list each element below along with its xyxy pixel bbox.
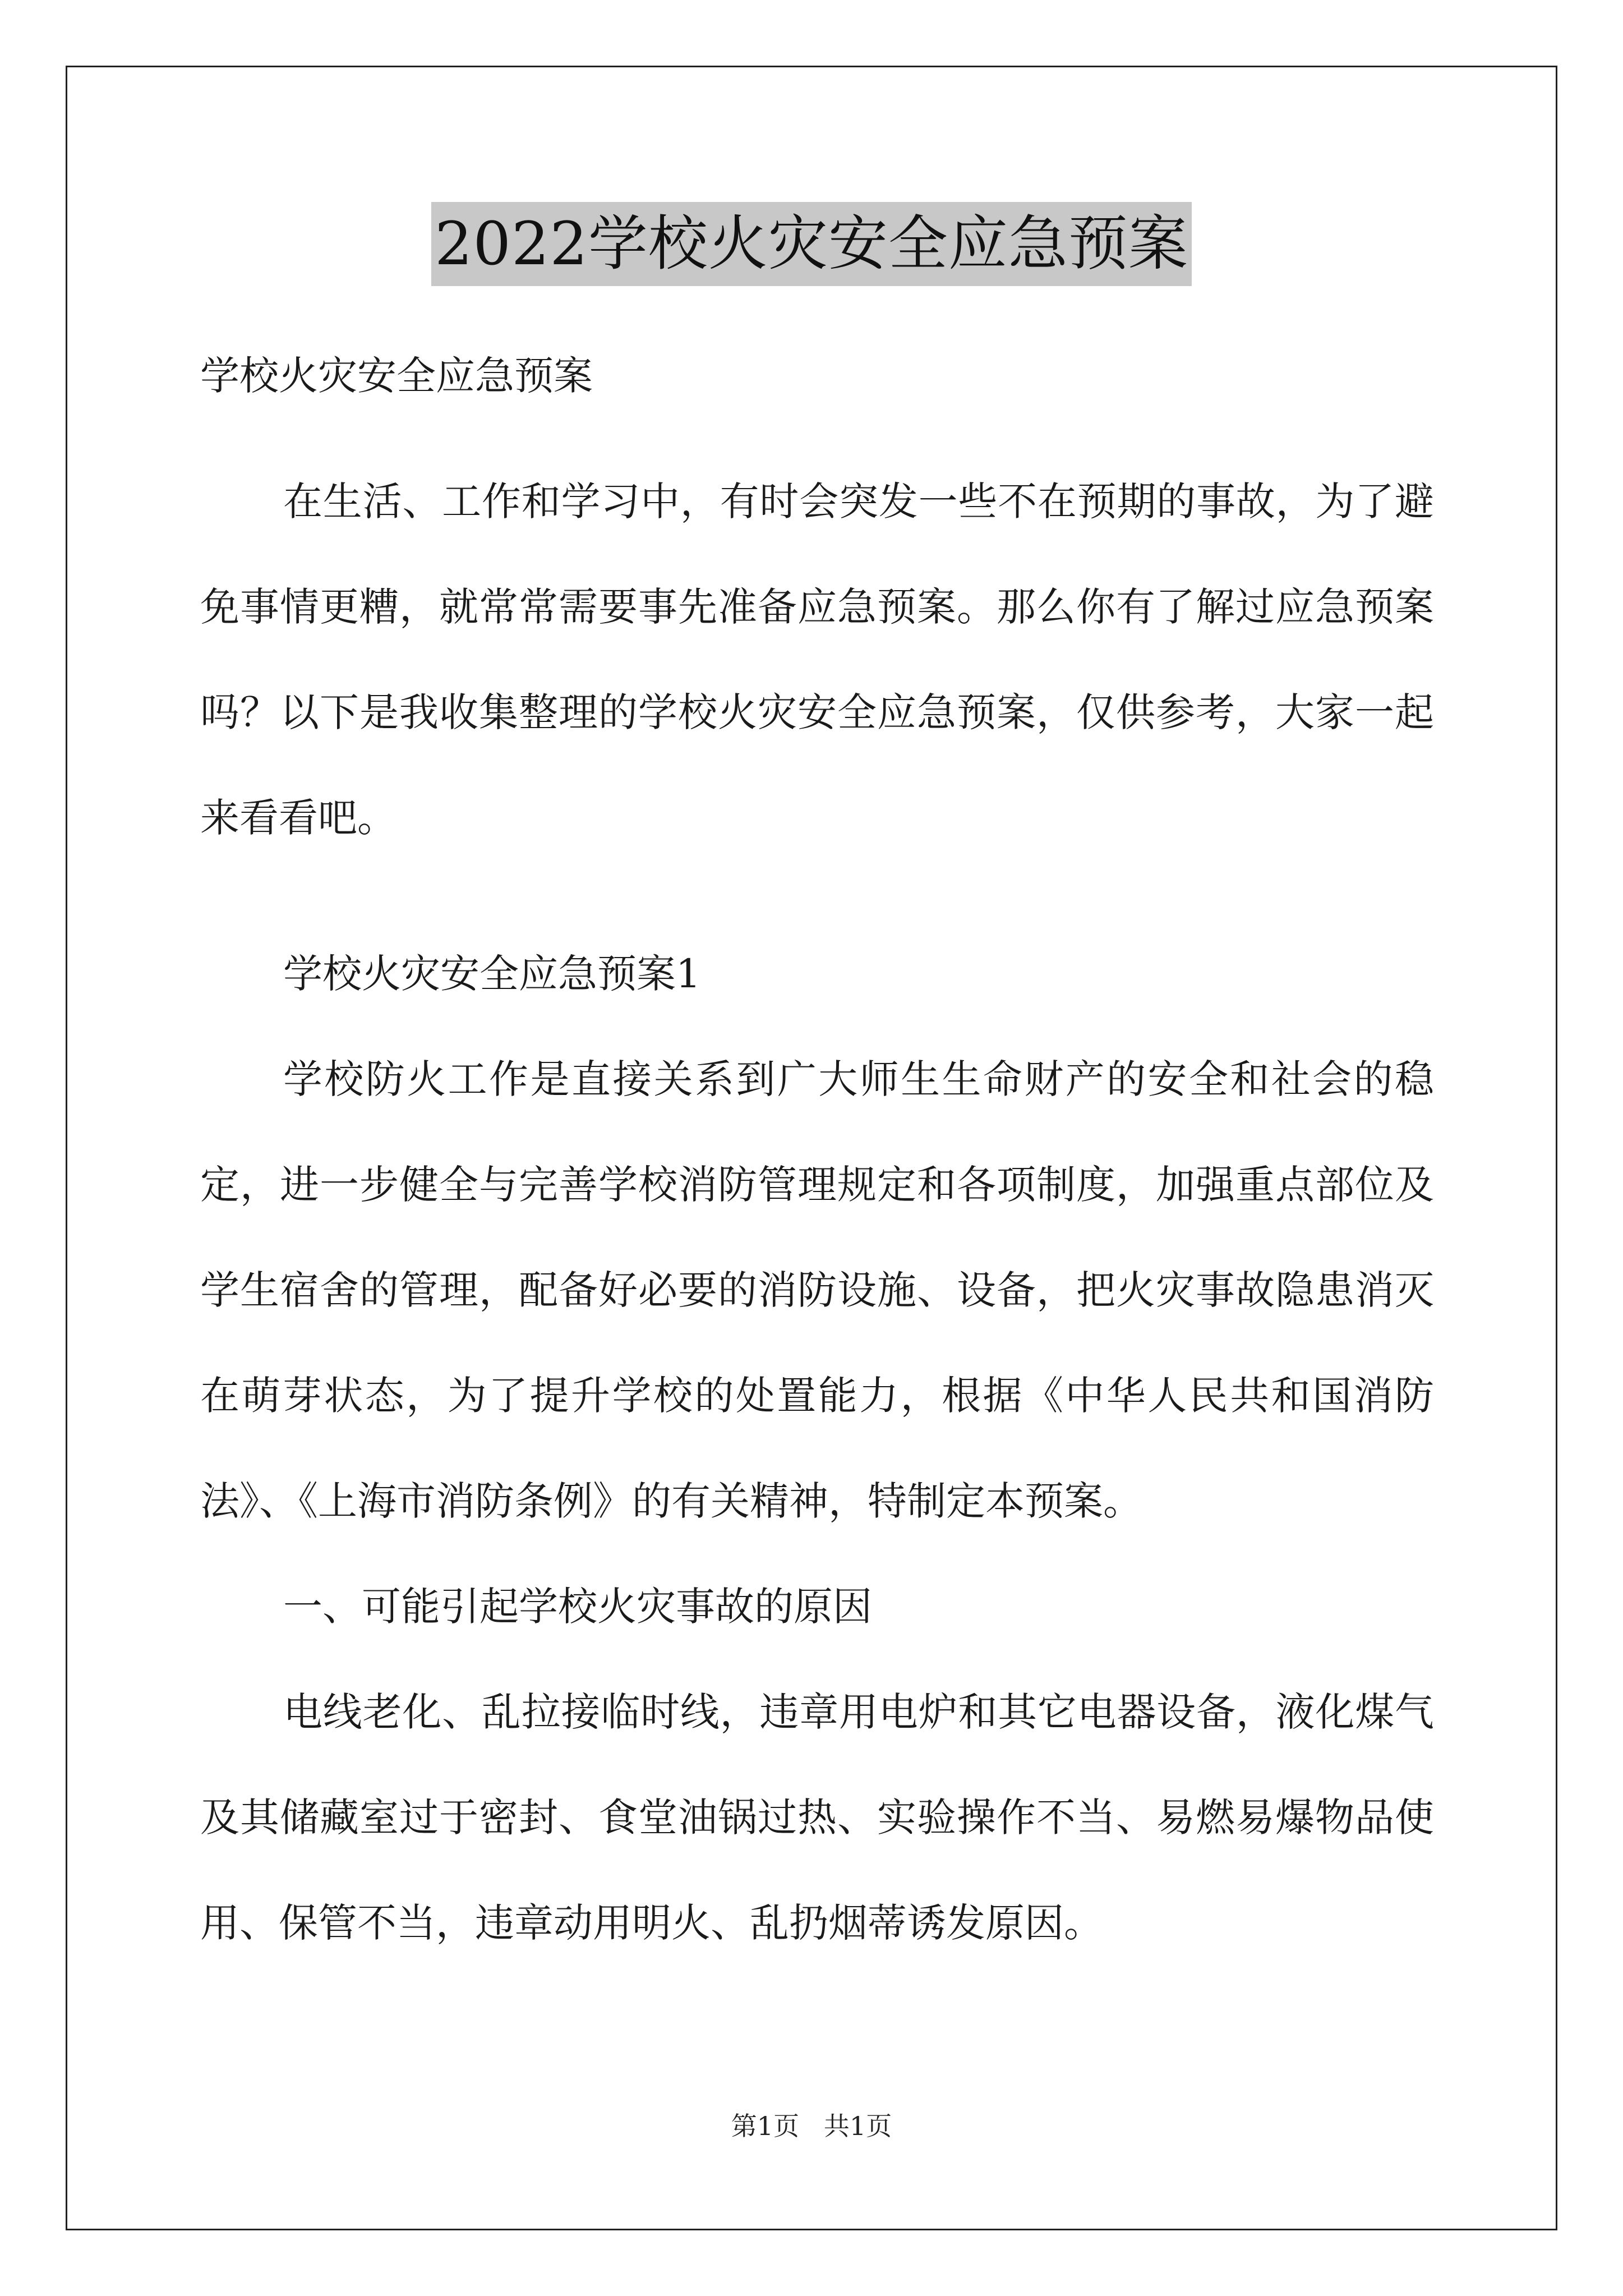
- intro-paragraph: 在生活、工作和学习中，有时会突发一些不在预期的事故，为了避免事情更糟，就常常需要事先准备应急预案。那么你有了解过应急预案吗？以下是我收集整理的学校火灾安全应急预案，仅供参考，大家一起来看看吧。: [200, 478, 1434, 841]
- page-footer: 第1页 共1页: [731, 2111, 892, 2141]
- section-body-paragraph: 学校防火工作是直接关系到广大师生生命财产的安全和社会的稳定，进一步健全与完善学校消防管理规定和各项制度，加强重点部位及学生宿舍的管理，配备好必要的消防设施、设备，把火灾事故隐患消灭在萌芽状态，为了提升学校的处置能力，根据《中华人民共和国消防法》、《上海市消防条例》的有关精神，特制定本预案。: [200, 1056, 1434, 1524]
- document-title: 2022学校火灾安全应急预案: [431, 202, 1192, 286]
- document-body: [200, 348, 1434, 1976]
- section-title: 学校火灾安全应急预案1: [283, 951, 701, 997]
- heading-causes: 一、可能引起学校火灾事故的原因: [283, 1584, 872, 1630]
- title-container: [0, 202, 1623, 286]
- causes-paragraph: 电线老化、乱拉接临时线，违章用电炉和其它电器设备，液化煤气及其储藏室过于密封、食堂油锅过热、实验操作不当、易燃易爆物品使用、保管不当，违章动用明火、乱扔烟蒂诱发原因。: [200, 1689, 1434, 1946]
- document-subtitle: 学校火灾安全应急预案: [200, 353, 593, 399]
